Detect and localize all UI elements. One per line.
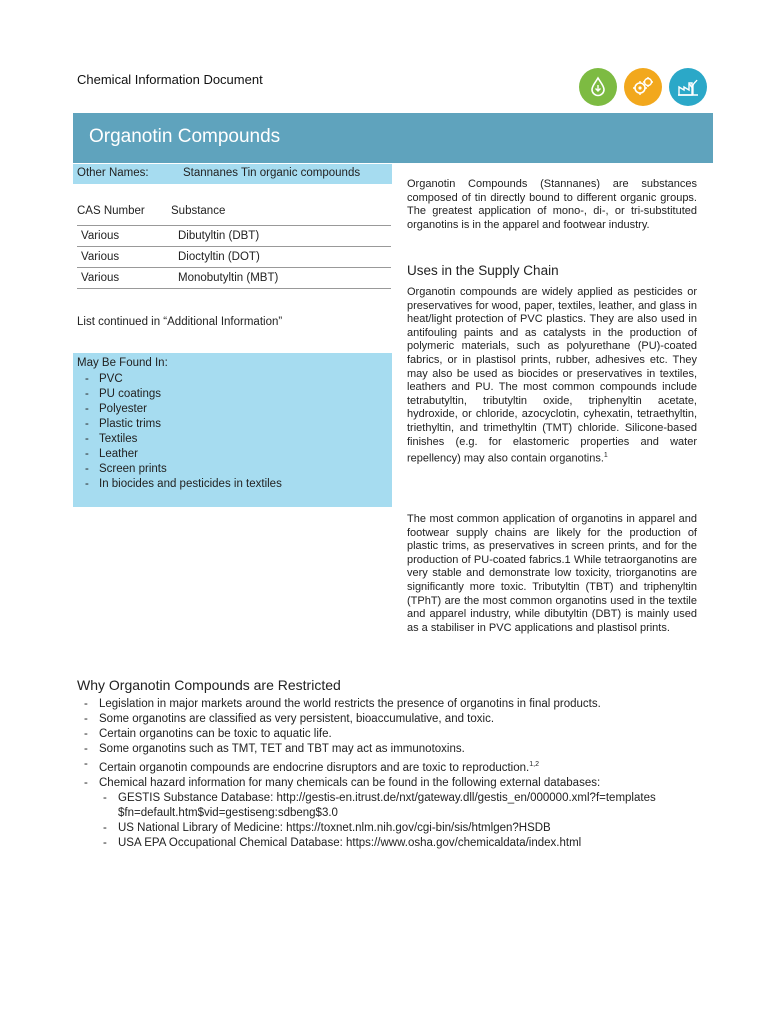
- found-in-list: [85, 372, 282, 492]
- water-drop-icon: [579, 68, 617, 106]
- footnote-ref: 1,2: [529, 761, 539, 768]
- list-item: - In biocides and pesticides in textiles: [85, 477, 282, 492]
- table-row: [77, 268, 391, 289]
- uses-paragraph-2: The most common application of organotins in apparel and footwear supply chains are likely for the production of plastic trims, as preservatives in screen prints, and for the production of PU-coated fabrics.1 While tetraorganotins are very stable and demonstrate low toxicity, triorganotins are significantly more toxic. Tributyltin (TBT) and triphenyltin (TPhT) are the most common organotins used in the textile and apparel industry, while dibutyltin (DBT) is mainly used as a stabiliser in PVC applications and plastisol prints.: [407, 513, 697, 634]
- cas-table: [77, 225, 391, 289]
- substance-cell: Dibutyltin (DBT): [178, 230, 260, 242]
- substance-cell: Dioctyltin (DOT): [178, 251, 260, 263]
- list-item: [84, 776, 704, 851]
- cas-cell: Various: [81, 251, 120, 263]
- list-item: - Polyester: [85, 402, 282, 417]
- list-item: - PVC: [85, 372, 282, 387]
- database-list: [99, 791, 704, 851]
- list-item: - Certain organotins can be toxic to aquatic life.: [84, 727, 704, 742]
- footnote-ref: 1: [603, 452, 608, 460]
- list-item: - Plastic trims: [85, 417, 282, 432]
- list-item: - Leather: [85, 447, 282, 462]
- intro-paragraph: Organotin Compounds (Stannanes) are substances composed of tin directly bound to different organic groups. The greatest application of mono-, di-, or tri-substituted organotins is in the apparel and footwear industry.: [407, 178, 697, 231]
- other-names-row: [73, 164, 392, 184]
- document-label: Chemical Information Document: [77, 72, 263, 87]
- databases-intro: Chemical hazard information for many chemicals can be found in the following external databases:: [99, 776, 601, 789]
- table-row: [77, 247, 391, 268]
- table-row: [77, 226, 391, 247]
- category-icons: [579, 68, 707, 106]
- factory-icon: [669, 68, 707, 106]
- substance-column-header: Substance: [171, 205, 226, 217]
- uses-paragraph-1: [407, 286, 697, 466]
- list-item: - Legislation in major markets around the world restricts the presence of organotins in final products.: [84, 697, 704, 712]
- substance-cell: Monobutyltin (MBT): [178, 272, 279, 284]
- database-link[interactable]: - USA EPA Occupational Chemical Database: https://www.osha.gov/chemicaldata/index.html: [103, 836, 704, 851]
- list-item: - PU coatings: [85, 387, 282, 402]
- found-in-box: [73, 353, 392, 507]
- database-link[interactable]: - GESTIS Substance Database: http://gestis-en.itrust.de/nxt/gateway.dll/gestis_en/000000.xml?f=templates$fn=default.htm$vid=gestiseng:sdbeng$3.0: [103, 791, 704, 821]
- why-list: [84, 697, 704, 851]
- uses-paragraph-1-text: Organotin compounds are widely applied as pesticides or preservatives for wood, paper, textiles, leather, and glass in heat/light protection of PVC plastics. They are also used in antifouling paints and as catalysts in the production of polymeric materials, such as polyurethane (PU)-coated fabrics, or in plastisol prints, rubber, adhesives etc. They may also be used as biocides or preservatives in textiles, leathers and PU. The most common compounds include tetrabutyltin, tributyltin oxide, triphenyltin acetate, hydroxide, or chloride, azocyclotin, cyhexatin, tetraethyltin, triethyltin, and trimethyltin (TMT) chloride. Silicone-based finishes (e.g. for elastomeric properties and water repellency) may also contain organotins.: [407, 286, 697, 465]
- page-title: Organotin Compounds: [89, 126, 281, 147]
- cas-cell: Various: [81, 230, 120, 242]
- cas-cell: Various: [81, 272, 120, 284]
- cas-column-header: CAS Number: [77, 205, 145, 217]
- list-item: - Textiles: [85, 432, 282, 447]
- list-item: [84, 757, 704, 776]
- list-item: - Some organotins such as TMT, TET and TBT may act as immunotoxins.: [84, 742, 704, 757]
- found-in-title: May Be Found In:: [77, 357, 168, 369]
- title-banner: [73, 113, 713, 163]
- database-link[interactable]: - US National Library of Medicine: https://toxnet.nlm.nih.gov/cgi-bin/sis/htmlgen?HSDB: [103, 821, 704, 836]
- other-names-label: Other Names:: [77, 167, 149, 179]
- uses-heading: Uses in the Supply Chain: [407, 263, 559, 278]
- list-item: - Screen prints: [85, 462, 282, 477]
- why-heading: Why Organotin Compounds are Restricted: [77, 677, 341, 693]
- gear-icon: [624, 68, 662, 106]
- list-item: - Some organotins are classified as very persistent, bioaccumulative, and toxic.: [84, 712, 704, 727]
- list-item-text: Certain organotin compounds are endocrine disruptors and are toxic to reproduction.: [99, 761, 530, 774]
- other-names-value: Stannanes Tin organic compounds: [183, 167, 361, 179]
- list-continued-note: List continued in “Additional Information”: [77, 316, 283, 328]
